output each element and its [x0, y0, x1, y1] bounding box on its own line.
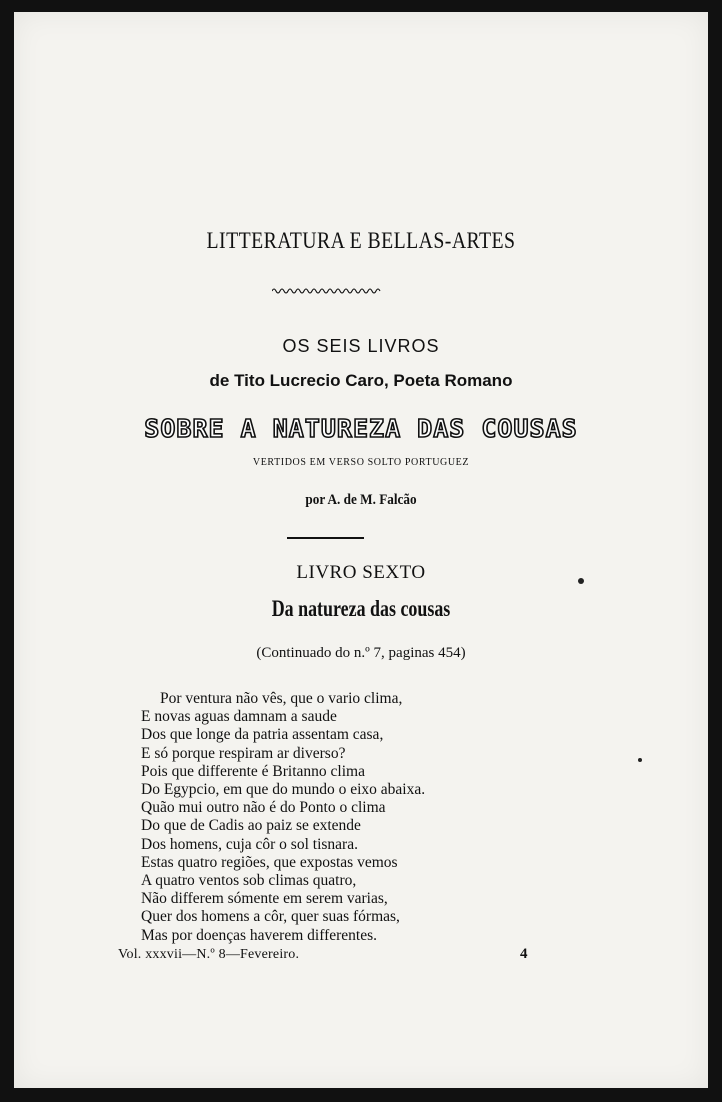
page-number: 4	[520, 946, 528, 962]
work-title-line3: SOBRE A NATUREZA DAS COUSAS	[144, 414, 578, 443]
book-title: Da natureza das cousas	[271, 596, 451, 621]
verse-line: Do que de Cadis ao paiz se extende	[141, 817, 361, 835]
verse-line: Não differem sómente em serem varias,	[141, 890, 388, 908]
verse-line: Mas por doenças haverem differentes.	[141, 926, 377, 944]
verse-line: Dos homens, cuja côr o sol tisnara.	[141, 835, 358, 853]
verse-line: Estas quatro regiões, que expostas vemos	[141, 853, 398, 871]
section-heading: LITTERATURA E BELLAS-ARTES	[206, 228, 516, 253]
verse-line: Dos que longe da patria assentam casa,	[141, 726, 384, 744]
verse-line: Do Egypcio, em que do mundo o eixo abaixa.	[141, 781, 426, 799]
print-speck	[638, 758, 642, 762]
verse-block	[141, 690, 501, 945]
verse-line: E só porque respiram ar diverso?	[141, 744, 346, 762]
section-rule	[287, 537, 364, 539]
print-speck	[578, 578, 584, 584]
continued-note: (Continuado do n.º 7, paginas 454)	[256, 645, 466, 661]
book-name: LIVRO SEXTO	[296, 562, 426, 583]
verse-line: Quão mui outro não é do Ponto o clima	[141, 799, 386, 817]
verse-line: E novas aguas damnam a saude	[141, 708, 337, 726]
ornamental-divider	[272, 284, 382, 298]
volume-footer: Vol. xxxvii—N.º 8—Fevereiro.	[118, 947, 300, 962]
work-title-line2: de Tito Lucrecio Caro, Poeta Romano	[209, 371, 513, 390]
translator-credit: por A. de M. Falcão	[305, 492, 417, 508]
work-title-line1: OS SEIS LIVROS	[282, 336, 440, 356]
verse-line: Pois que differente é Britanno clima	[141, 762, 365, 780]
verse-line: Por ventura não vês, que o vario clima,	[160, 690, 403, 707]
verse-line: A quatro ventos sob climas quatro,	[141, 872, 357, 890]
verse-line: Quer dos homens a côr, quer suas fórmas,	[141, 908, 400, 926]
work-subtitle: VERTIDOS EM VERSO SOLTO PORTUGUEZ	[252, 457, 470, 468]
